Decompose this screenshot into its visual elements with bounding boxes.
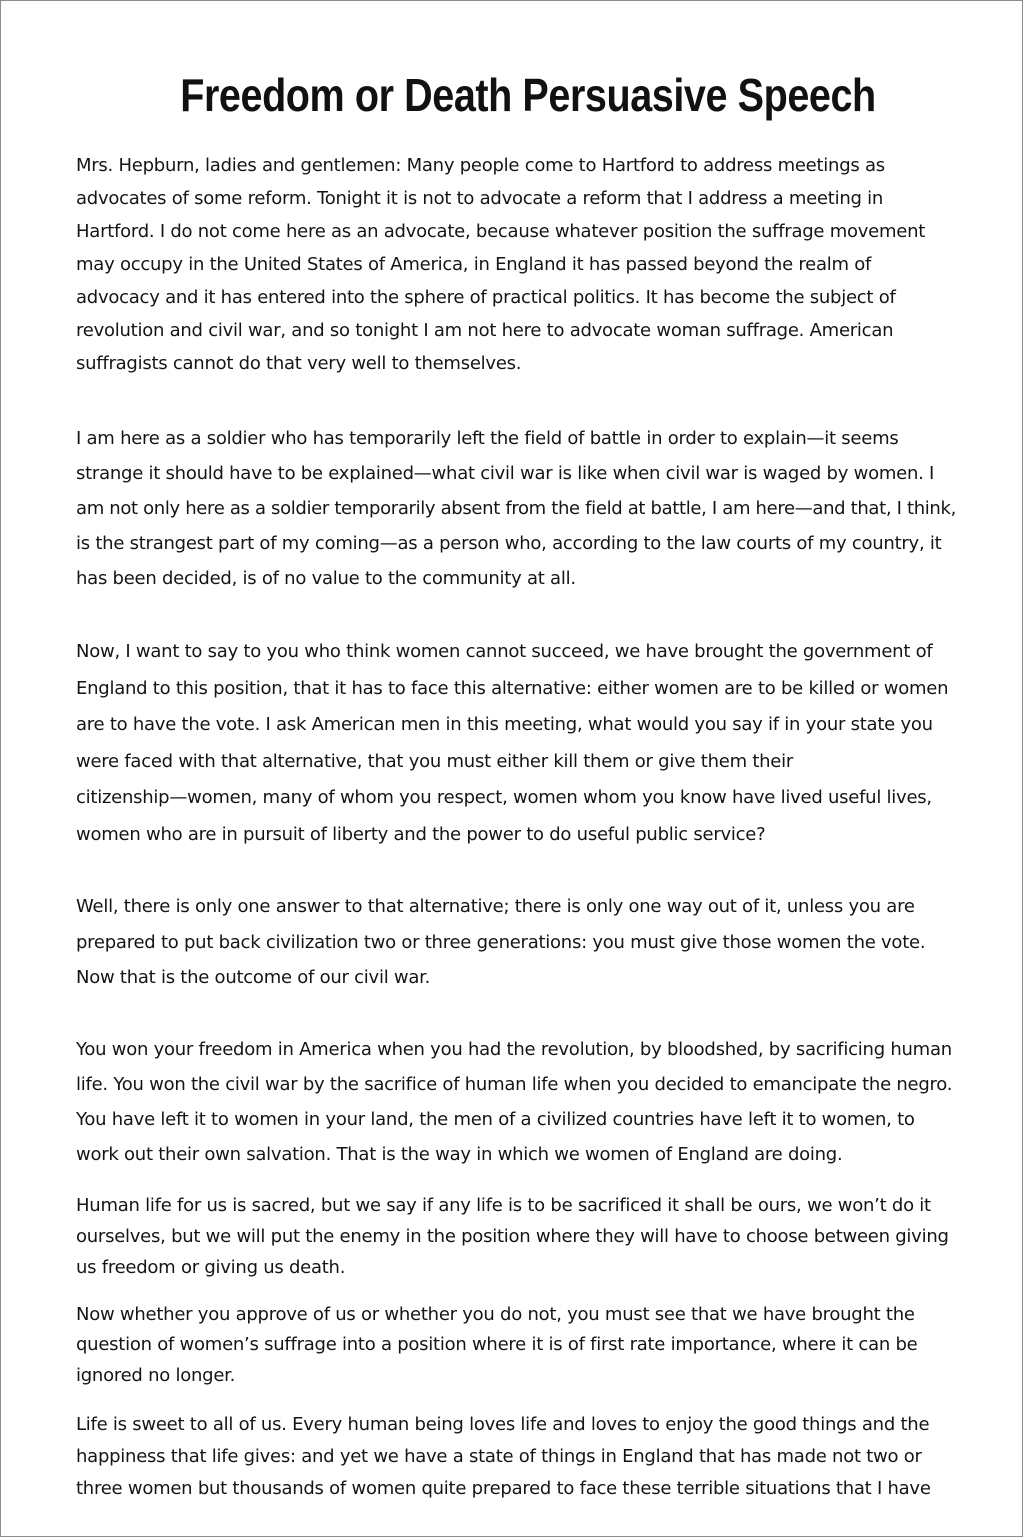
- paragraph-6: [76, 1190, 956, 1283]
- text-line: prepared to put back civilization two or three generations: you must give those women the vote.: [76, 931, 926, 953]
- paragraph-3: [76, 634, 956, 853]
- text-line: Now whether you approve of us or whether you do not, you must see that we have brought the: [76, 1303, 915, 1325]
- paragraph-7: [76, 1300, 956, 1392]
- text-line: may occupy in the United States of America, in England it has passed beyond the realm of: [76, 254, 872, 275]
- text-line: us freedom or giving us death.: [76, 1256, 346, 1278]
- text-line: am not only here as a soldier temporarily absent from the field at battle, I am here—and that, I think,: [76, 498, 956, 519]
- paragraph-1: [76, 149, 956, 380]
- paragraph-5: [76, 1032, 956, 1172]
- text-line: are to have the vote. I ask American men in this meeting, what would you say if in your state you: [76, 714, 933, 735]
- text-line: Well, there is only one answer to that alternative; there is only one way out of it, unless you are: [76, 896, 915, 917]
- document-body: [76, 149, 956, 1505]
- text-line: England to this position, that it has to face this alternative: either women are to be killed or women: [76, 677, 949, 699]
- text-line: You won your freedom in America when you had the revolution, by bloodshed, by sacrificing human: [76, 1038, 952, 1060]
- paragraph-8: [76, 1409, 956, 1505]
- text-line: advocacy and it has entered into the sphere of practical politics. It has become the subject of: [76, 287, 896, 308]
- text-line: work out their own salvation. That is the way in which we women of England are doing.: [76, 1143, 843, 1165]
- text-line: happiness that life gives: and yet we have a state of things in England that has made not two or: [76, 1446, 922, 1467]
- text-line: strange it should have to be explained—what civil war is like when civil war is waged by women. I: [76, 463, 935, 484]
- text-line: life. You won the civil war by the sacrifice of human life when you decided to emancipate the negro.: [76, 1073, 953, 1095]
- paragraph-4: [76, 889, 956, 996]
- text-line: question of women’s suffrage into a position where it is of first rate importance, where it can be: [76, 1334, 918, 1355]
- text-line: Life is sweet to all of us. Every human being loves life and loves to enjoy the good things and the: [76, 1414, 930, 1435]
- text-line: Now that is the outcome of our civil war.: [76, 967, 431, 988]
- text-line: Hartford. I do not come here as an advocate, because whatever position the suffrage movement: [76, 221, 926, 242]
- text-line: women who are in pursuit of liberty and the power to do useful public service?: [76, 823, 766, 845]
- text-line: were faced with that alternative, that you must either kill them or give them their: [76, 750, 794, 772]
- text-line: Now, I want to say to you who think women cannot succeed, we have brought the government of: [76, 641, 933, 662]
- text-line: has been decided, is of no value to the community at all.: [76, 568, 576, 589]
- document-title: Freedom or Death Persuasive Speech: [180, 69, 876, 121]
- text-line: suffragists cannot do that very well to themselves.: [76, 353, 522, 374]
- text-line: Human life for us is sacred, but we say if any life is to be sacrificed it shall be ours, we won’t do it: [76, 1194, 931, 1216]
- text-line: advocates of some reform. Tonight it is not to advocate a reform that I address a meeting in: [76, 188, 884, 209]
- paragraph-2: [76, 421, 956, 596]
- text-line: citizenship—women, many of whom you respect, women whom you know have lived useful lives,: [76, 787, 932, 808]
- text-line: revolution and civil war, and so tonight I am not here to advocate woman suffrage. American: [76, 320, 894, 341]
- text-line: You have left it to women in your land, the men of a civilized countries have left it to women, to: [76, 1108, 915, 1130]
- text-line: I am here as a soldier who has temporarily left the field of battle in order to explain—it seems: [76, 428, 899, 449]
- text-line: ignored no longer.: [76, 1364, 236, 1386]
- text-line: ourselves, but we will put the enemy in the position where they will have to choose between giving: [76, 1225, 949, 1247]
- text-line: three women but thousands of women quite prepared to face these terrible situations that I have: [76, 1478, 931, 1499]
- text-line: Mrs. Hepburn, ladies and gentlemen: Many people come to Hartford to address meetings as: [76, 155, 885, 176]
- text-line: is the strangest part of my coming—as a person who, according to the law courts of my country, it: [76, 533, 942, 554]
